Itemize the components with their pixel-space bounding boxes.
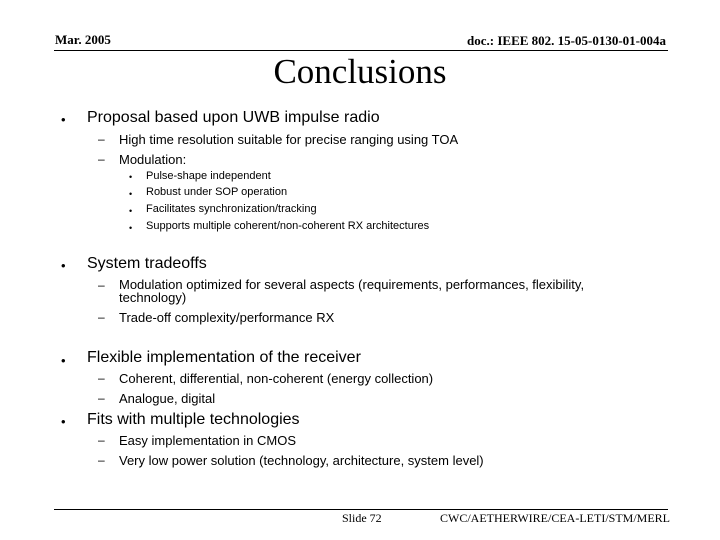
dash-marker: – [98, 391, 105, 405]
sub-item: Modulation optimized for several aspects (requirements, performances, flexibility, [119, 277, 585, 292]
small-bullet-marker: • [129, 172, 133, 182]
small-bullet-marker: • [129, 223, 133, 233]
bullet-marker: • [61, 112, 66, 127]
header-rule [54, 50, 668, 51]
sub-item: High time resolution suitable for precise ranging using TOA [119, 132, 459, 147]
bullet-multiple-technologies: Fits with multiple technologies [87, 411, 300, 428]
subsub-item: Supports multiple coherent/non-coherent RX architectures [146, 220, 430, 232]
dash-marker: – [98, 433, 105, 447]
dash-marker: – [98, 371, 105, 385]
sub-item-continuation: technology) [119, 290, 187, 305]
bullet-uwb-proposal: Proposal based upon UWB impulse radio [87, 109, 380, 126]
bullet-flexible-receiver: Flexible implementation of the receiver [87, 349, 361, 366]
sub-item: Trade-off complexity/performance RX [119, 310, 335, 325]
dash-marker: – [98, 310, 105, 324]
subsub-item: Robust under SOP operation [146, 186, 288, 198]
subsub-item: Facilitates synchronization/tracking [146, 203, 317, 215]
sub-item: Very low power solution (technology, architecture, system level) [119, 453, 484, 468]
sub-item: Easy implementation in CMOS [119, 433, 297, 448]
sub-item: Coherent, differential, non-coherent (energy collection) [119, 371, 434, 386]
bullet-marker: • [61, 258, 66, 273]
small-bullet-marker: • [129, 206, 133, 216]
dash-marker: – [98, 278, 105, 292]
subsub-item: Pulse-shape independent [146, 170, 271, 182]
sub-item: Modulation: [119, 152, 187, 167]
sub-item: Analogue, digital [119, 391, 216, 406]
footer-rule [54, 509, 668, 510]
footer-organizations: CWC/AETHERWIRE/CEA-LETI/STM/MERL [440, 511, 670, 525]
small-bullet-marker: • [129, 189, 133, 199]
header-date: Mar. 2005 [55, 32, 111, 47]
dash-marker: – [98, 152, 105, 166]
header-doc-id: doc.: IEEE 802. 15-05-0130-01-004a [467, 33, 666, 48]
slide-number: Slide 72 [342, 511, 382, 525]
slide-title: Conclusions [273, 52, 447, 91]
bullet-marker: • [61, 353, 66, 368]
bullet-marker: • [61, 414, 66, 429]
bullet-system-tradeoffs: System tradeoffs [87, 255, 207, 272]
dash-marker: – [98, 132, 105, 146]
dash-marker: – [98, 453, 105, 467]
